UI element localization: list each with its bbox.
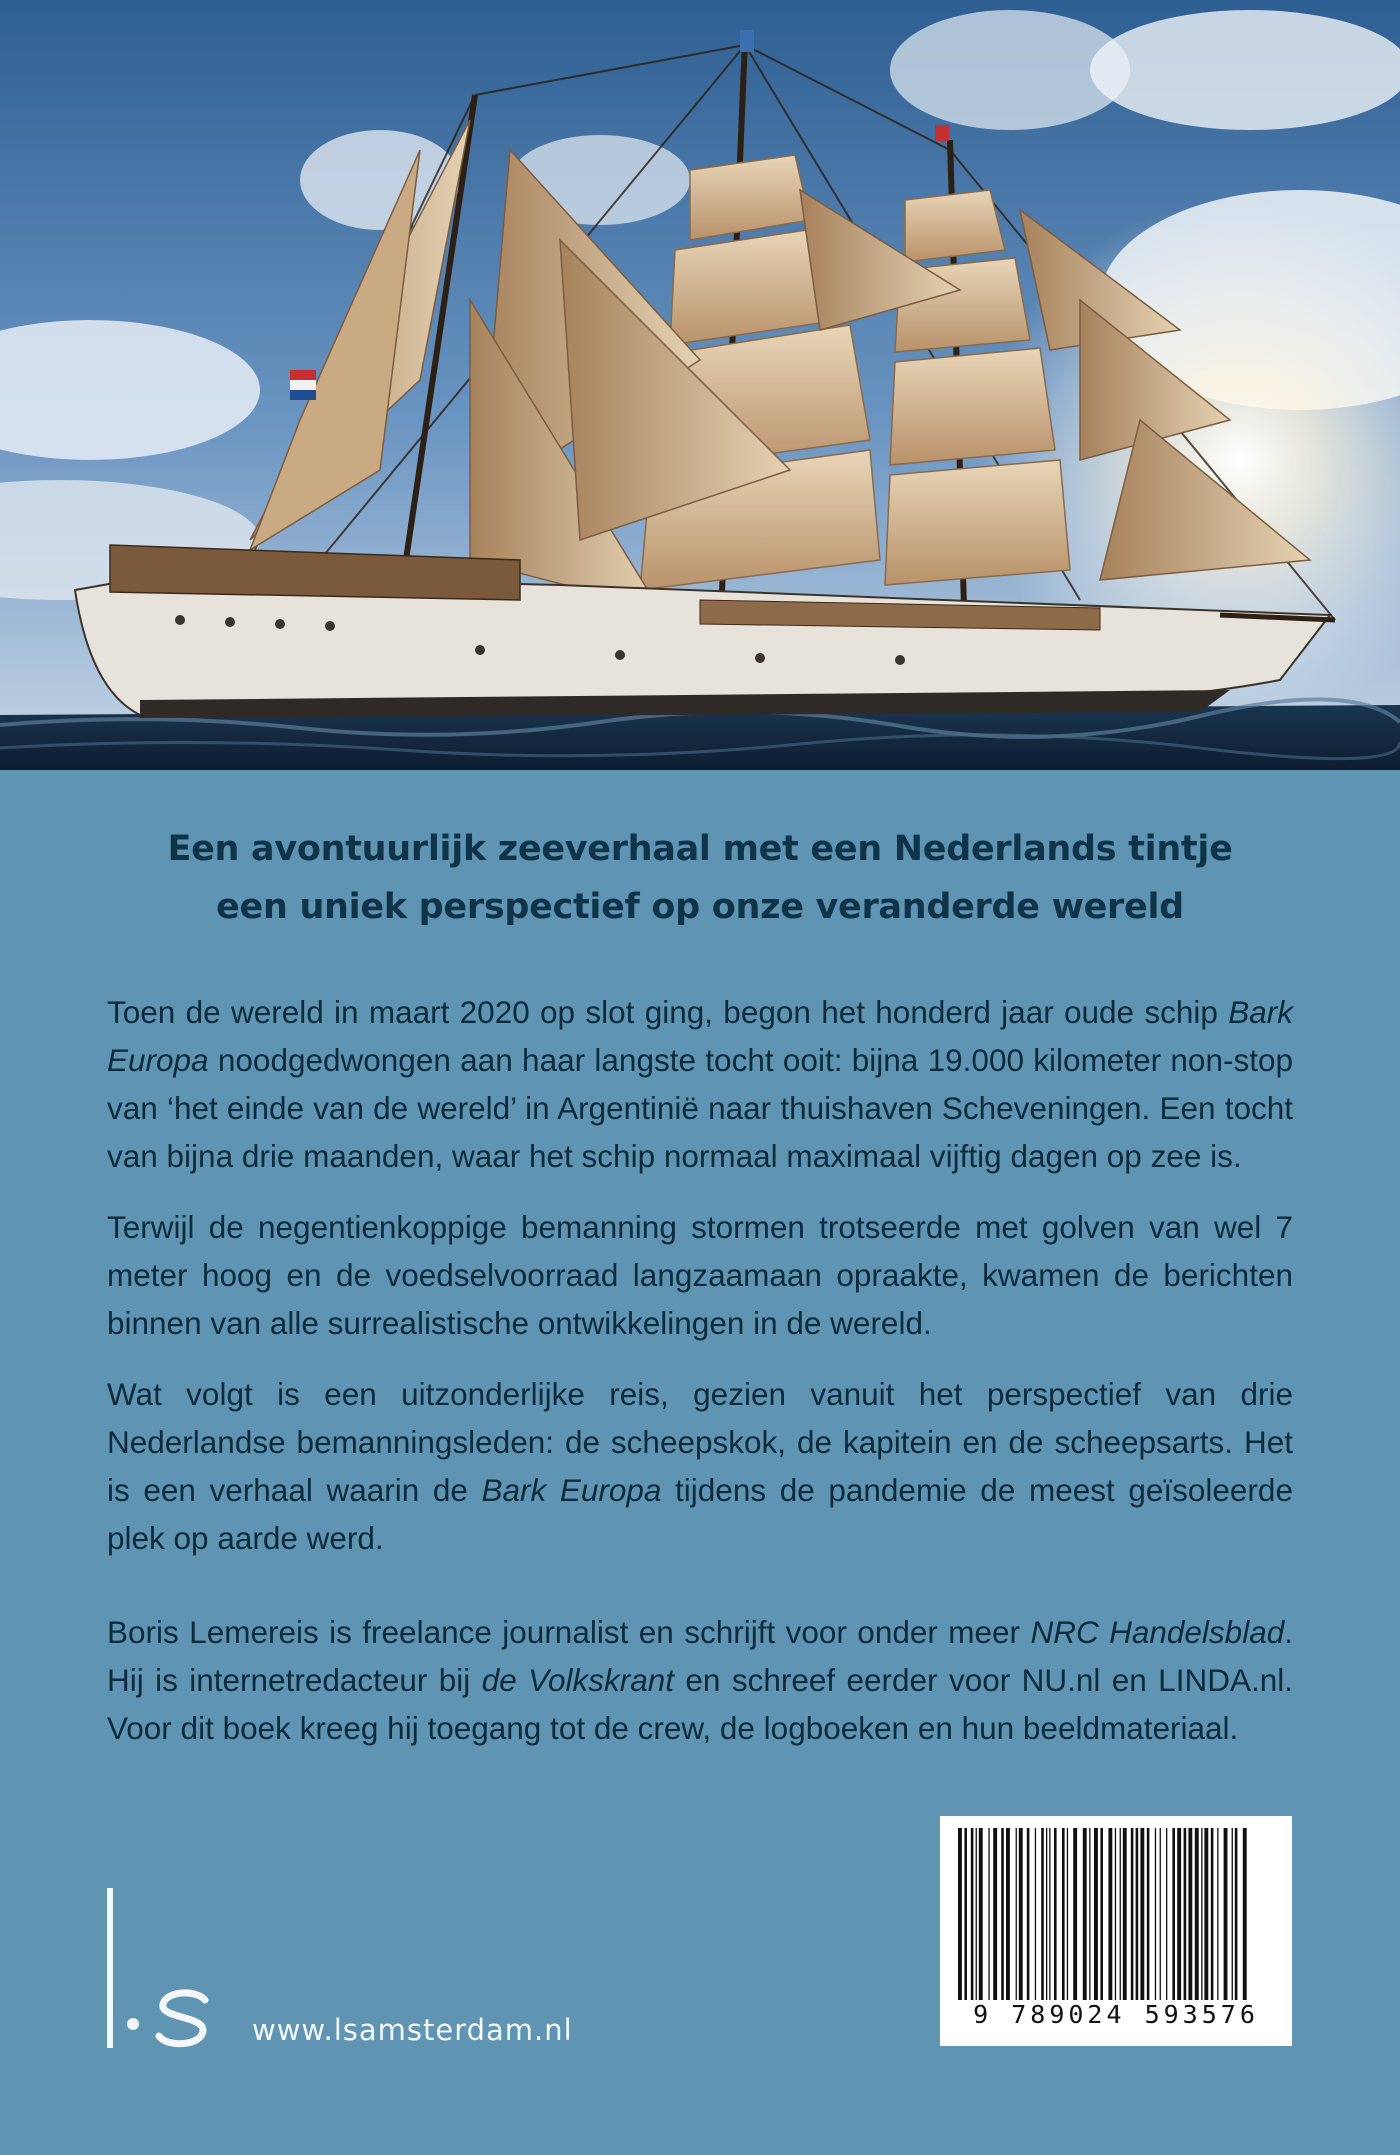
blurb-paragraph-2: Terwijl de negentienkoppige bemanning stormen trotseerde met golven van wel 7 meter hoog en de voedselvoorraad langzaamaan opraakte, kwamen de berichten binnen van alle surrealistische ontwikkelingen in de wereld. (107, 1209, 1293, 1341)
barcode-bar (1123, 1828, 1127, 2000)
barcode-bar (1131, 1828, 1134, 2000)
barcode-bar (1204, 1828, 1208, 2000)
barcode-bar (1049, 1828, 1050, 2000)
blurb-paragraph-3: Wat volgt is een uitzonderlijke reis, gezien vanuit het perspectief van drie Nederlandse bemanningsleden: de scheepskok, de kapitein en de scheepsarts. Het is een verhaal waarin de Bark Europa tijdens de pandemie de meest geïsoleerde plek op aarde werd. (107, 1376, 1293, 1556)
barcode-bar (1224, 1828, 1228, 2000)
barcode-bar (976, 1828, 977, 2000)
barcode-bar (1027, 1828, 1030, 2000)
barcode-bar (1136, 1828, 1139, 2000)
publisher-logo (105, 1888, 225, 2048)
barcode-bar (1001, 1828, 1004, 2000)
barcode-bar (1073, 1828, 1077, 2000)
barcode-bar (1089, 1828, 1090, 2000)
barcode-bar (1177, 1828, 1181, 2000)
barcode-bar (1155, 1828, 1156, 2000)
barcode-bar (1147, 1828, 1150, 2000)
back-cover-text-panel (0, 770, 1400, 2155)
barcode-bar (1100, 1828, 1103, 2000)
barcode-bar (1201, 1828, 1202, 2000)
barcode-bar (971, 1828, 974, 2000)
barcode-bar (1108, 1828, 1112, 2000)
barcode-bar (1217, 1828, 1218, 2000)
barcode-bar (1232, 1828, 1233, 2000)
barcode-bar (1188, 1828, 1192, 2000)
tagline-line-1: Een avontuurlijk zeeverhaal met een Nederlands tintje (167, 829, 1233, 869)
barcode-bar (1243, 1828, 1247, 2000)
barcode-bar (1035, 1828, 1036, 2000)
barcode-bar (1115, 1828, 1116, 2000)
barcode-bar (1184, 1828, 1187, 2000)
barcode-bar (1041, 1828, 1044, 2000)
barcode-bars (954, 1828, 1278, 2000)
barcode-bar (1166, 1828, 1167, 2000)
barcode-bar (1067, 1828, 1068, 2000)
author-bio: Boris Lemereis is freelance journalist en schrijft voor onder meer NRC Handelsblad. Hij is internetredacteur bij de Volkskrant en schreef eerder voor NU.nl en LINDA.nl. Voor dit boek kreeg hij toegang tot de crew, de logboeken en hun beeldmateriaal. (107, 1614, 1293, 1746)
newspaper-name: de Volkskrant (481, 1662, 675, 1698)
barcode-bar (979, 1828, 983, 2000)
barcode-bar (1195, 1828, 1199, 2000)
barcode-bar (1235, 1828, 1238, 2000)
barcode-bar (1083, 1828, 1087, 2000)
barcode-bar (1211, 1828, 1214, 2000)
isbn-barcode (940, 1816, 1292, 2046)
barcode-bar (988, 1828, 989, 2000)
barcode-bar (993, 1828, 997, 2000)
cover-photo-ship (0, 0, 1400, 770)
barcode-bar (1054, 1828, 1057, 2000)
barcode-bar (1019, 1828, 1023, 2000)
publisher-url[interactable]: www.lsamsterdam.nl (252, 2013, 573, 2047)
barcode-bar (1172, 1828, 1175, 2000)
barcode-bar (1016, 1828, 1017, 2000)
barcode-bar (1062, 1828, 1065, 2000)
barcode-bar (1120, 1828, 1121, 2000)
barcode-bar (1006, 1828, 1010, 2000)
ship-name: Bark Europa (107, 994, 1293, 1078)
tagline-line-2: een uniek perspectief op onze veranderde wereld (216, 887, 1184, 927)
barcode-bar (1160, 1828, 1161, 2000)
newspaper-name: NRC Handelsblad (1030, 1614, 1285, 1650)
ship-name: Bark Europa (481, 1472, 662, 1508)
barcode-bar (964, 1828, 967, 2000)
blurb-paragraph-1: Toen de wereld in maart 2020 op slot ging, begon het honderd jaar oude schip Bark Europa noodgedwongen aan haar langste tocht ooit: bijna 19.000 kilometer non-stop van ‘het einde van de wereld’ in Argentinië naar thuishaven Scheveningen. Een tocht van bijna drie maanden, waar het schip normaal maximaal vijftig dagen op zee is. (107, 994, 1293, 1174)
barcode-bar (1140, 1828, 1144, 2000)
barcode-bar (1094, 1828, 1098, 2000)
tagline (0, 820, 1400, 936)
barcode-bar (1046, 1828, 1047, 2000)
blurb (107, 988, 1293, 1775)
isbn-number: 9 789024 593576 (973, 2000, 1259, 2029)
barcode-bar (958, 1828, 962, 2000)
